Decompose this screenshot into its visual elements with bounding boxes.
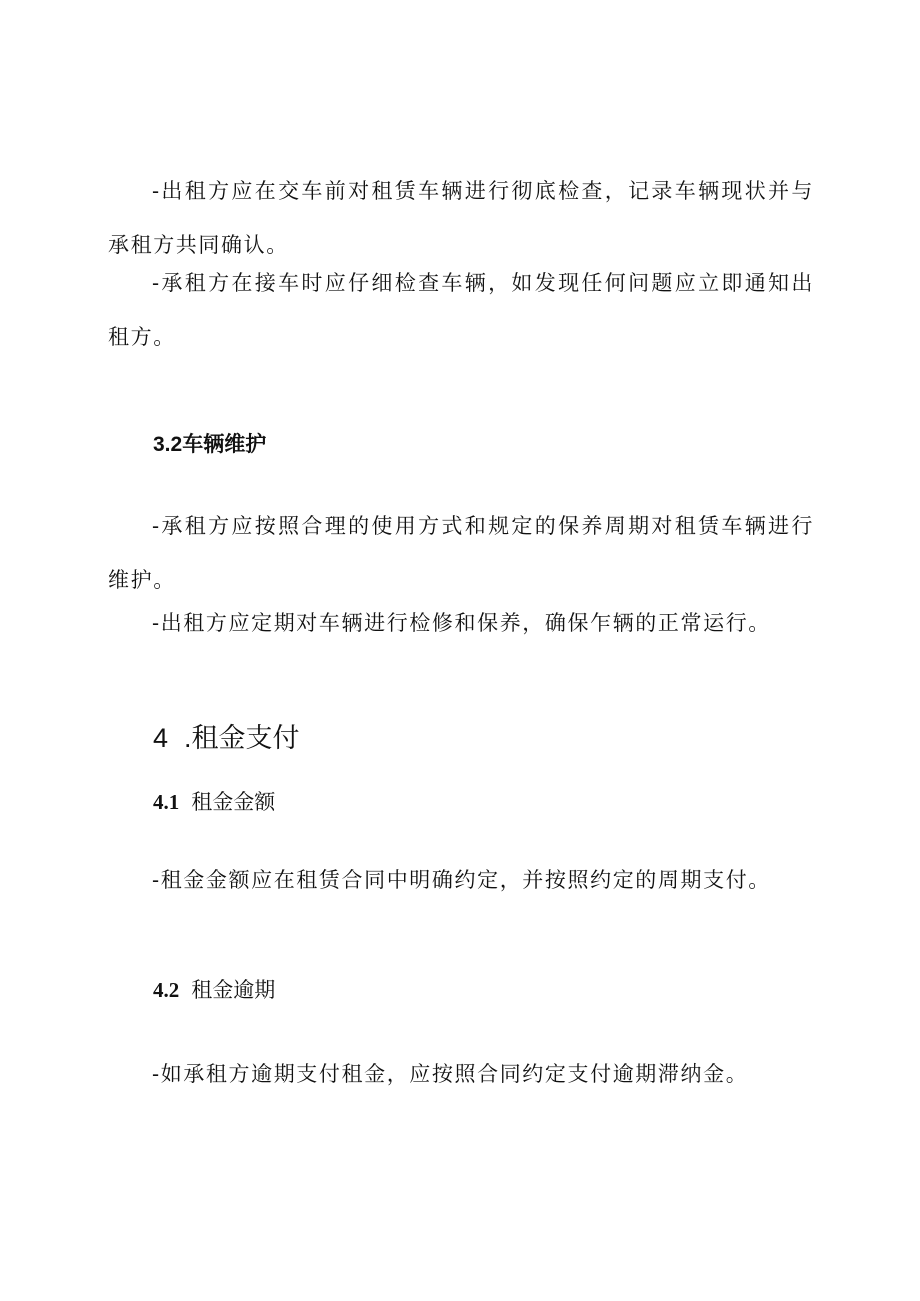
heading-4-2-number: 4.2 xyxy=(153,978,180,1002)
heading-4 xyxy=(153,716,300,755)
heading-4-1-number: 4.1 xyxy=(153,790,180,814)
paragraph-vehicle-maintenance-lessor: -出租方应定期对车辆进行检修和保养，确保乍辆的正常运行。 xyxy=(152,611,771,635)
paragraph-vehicle-maintenance-lessee: -承租方应按照合理的使用方式和规定的保养周期对租赁车辆进行维护。 xyxy=(108,514,814,592)
paragraph-vehicle-inspection-lessor: -出租方应在交车前对租赁车辆进行彻底检查，记录车辆现状并与承租方共同确认。 xyxy=(108,179,814,257)
paragraph-rent-overdue: -如承租方逾期支付租金，应按照合同约定支付逾期滞纳金。 xyxy=(152,1062,749,1086)
heading-4-number: 4 xyxy=(153,723,169,753)
paragraph-vehicle-inspection-lessee: -承租方在接车时应仔细检查车辆，如发现任何问题应立即通知出租方。 xyxy=(108,271,814,349)
heading-3-2-text: 3.2车辆维护 xyxy=(153,433,267,456)
heading-4-2-title: 租金逾期 xyxy=(191,979,276,1002)
heading-4-title: .租金支付 xyxy=(184,723,300,753)
heading-3-2 xyxy=(153,428,266,458)
heading-4-1 xyxy=(153,786,275,816)
heading-4-1-title: 租金金额 xyxy=(191,791,276,814)
paragraph-rent-amount: -租金金额应在租赁合同中明确约定，并按照约定的周期支付。 xyxy=(152,868,771,892)
heading-4-2 xyxy=(153,974,275,1004)
